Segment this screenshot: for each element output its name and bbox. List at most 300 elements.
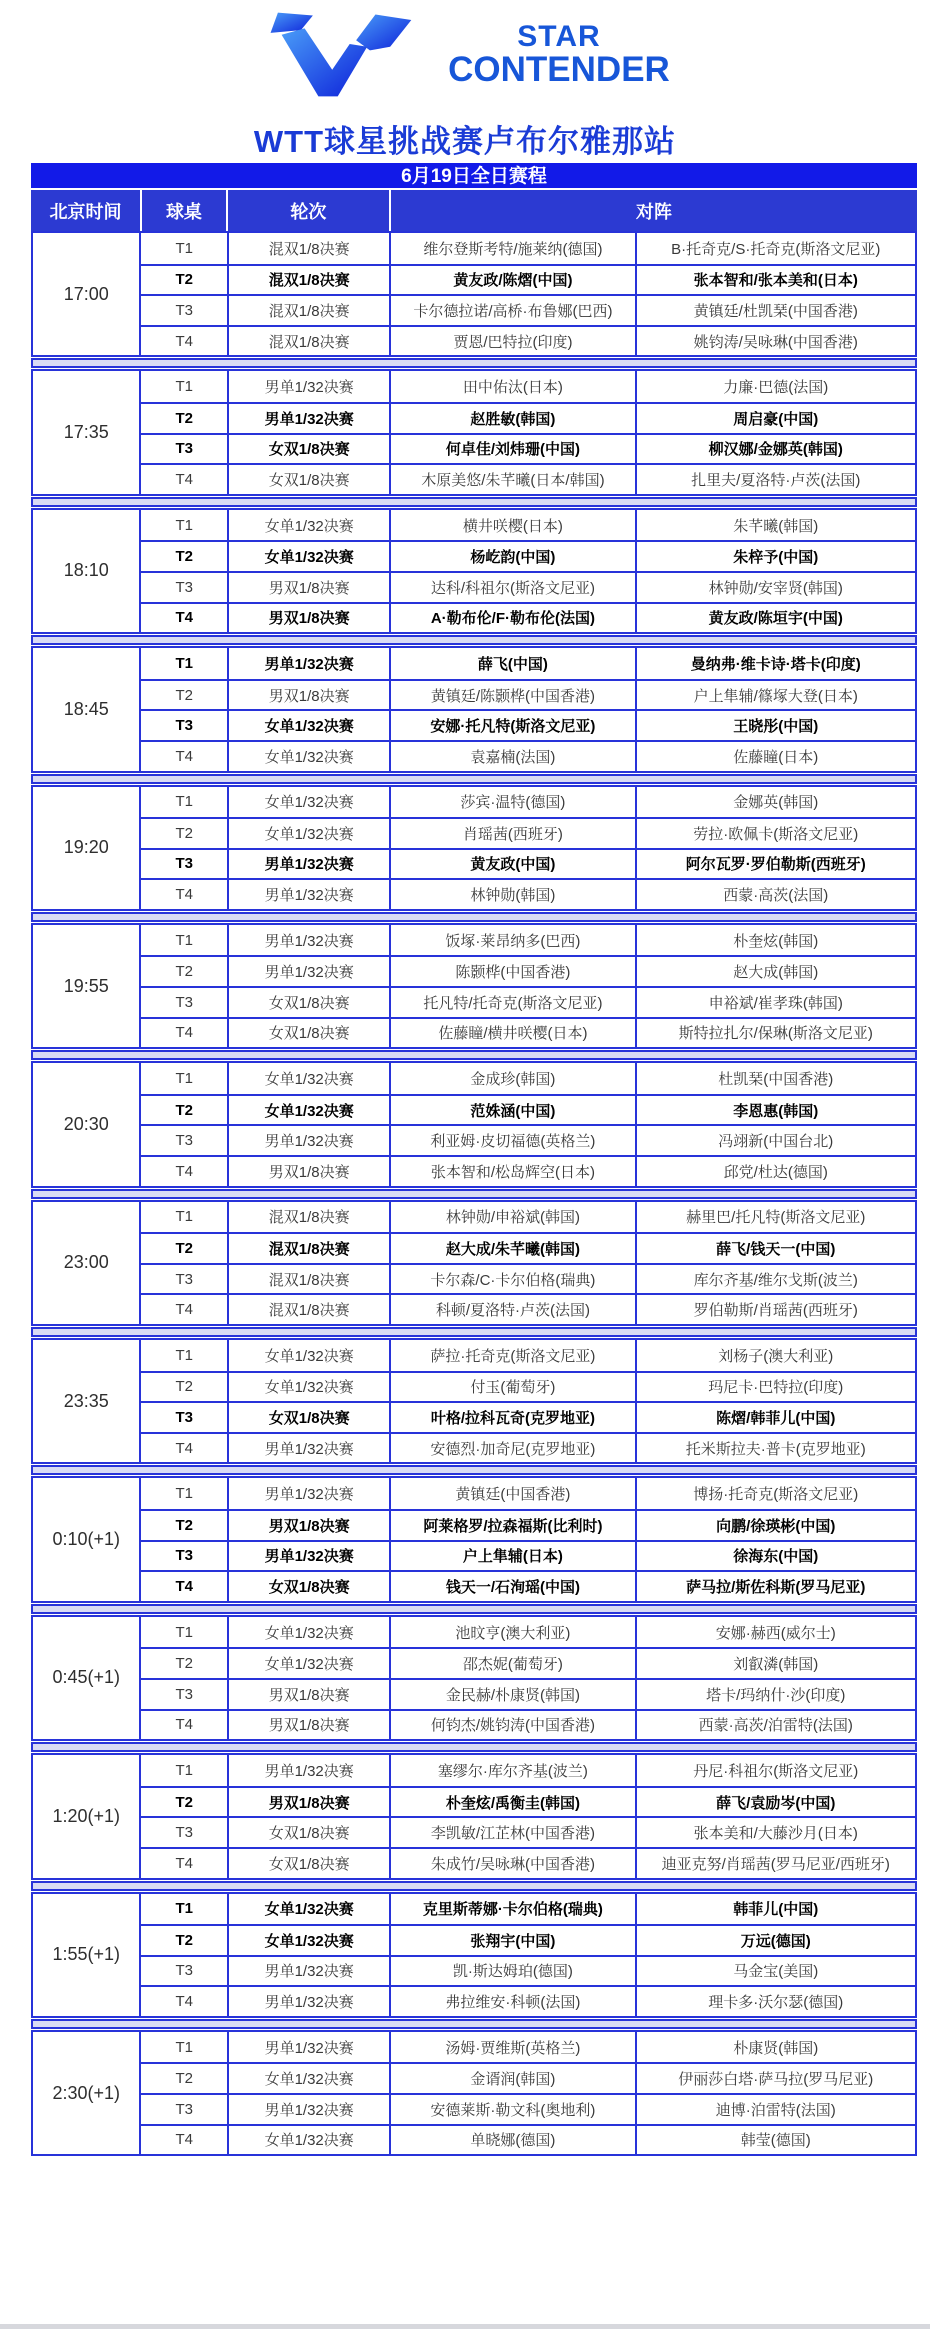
time-cell: 0:45(+1) xyxy=(33,1617,141,1739)
table-cell: T3 xyxy=(175,440,194,458)
player-left-cell: 横井咲樱(日本) xyxy=(389,510,634,541)
player-right-cell: 徐海东(中国) xyxy=(635,1542,915,1571)
match-row xyxy=(141,1540,915,1571)
player-right-cell: 曼纳弗·维卡诗·塔卡(印度) xyxy=(635,648,915,679)
round-cell: 女双1/8决赛 xyxy=(227,1849,389,1878)
player-left-cell: 张本智和/松岛辉空(日本) xyxy=(389,1157,634,1186)
block-separator xyxy=(31,1050,917,1060)
match-row xyxy=(141,1232,915,1263)
player-left-cell: 赵大成/朱芊曦(韩国) xyxy=(389,1234,634,1263)
table-cell: T2 xyxy=(175,1378,194,1396)
schedule-column-header xyxy=(31,190,917,231)
table-cell: T4 xyxy=(175,1162,194,1180)
match-row xyxy=(141,325,915,356)
time-block xyxy=(31,508,917,634)
table-cell: T3 xyxy=(175,1270,194,1288)
table-cell: T3 xyxy=(175,1547,194,1565)
table-cell: T3 xyxy=(175,855,194,873)
round-cell: 男双1/8决赛 xyxy=(227,1788,389,1817)
match-rows xyxy=(141,371,915,493)
table-cell: T2 xyxy=(175,1793,194,1811)
round-cell: 女单1/32决赛 xyxy=(227,711,389,740)
table-cell: T4 xyxy=(175,1577,194,1595)
player-left-cell: 陈颢桦(中国香港) xyxy=(389,957,634,986)
player-left-cell: 户上隼辅(日本) xyxy=(389,1542,634,1571)
table-cell: T3 xyxy=(175,1132,194,1150)
player-right-cell: 刘叡潾(韩国) xyxy=(635,1649,915,1678)
player-right-cell: 李恩惠(韩国) xyxy=(635,1096,915,1125)
match-rows xyxy=(141,1478,915,1600)
block-separator xyxy=(31,1189,917,1199)
player-left-cell: 阿莱格罗/拉森福斯(比利时) xyxy=(389,1511,634,1540)
player-left-cell: 何钧杰/姚钧涛(中国香港) xyxy=(389,1711,634,1740)
round-cell: 女单1/32决赛 xyxy=(227,2126,389,2155)
player-right-cell: 冯翊新(中国台北) xyxy=(635,1126,915,1155)
match-row xyxy=(141,294,915,325)
time-block xyxy=(31,1476,917,1602)
player-right-cell: 塔卡/玛纳什·沙(印度) xyxy=(635,1680,915,1709)
table-cell: T2 xyxy=(175,1240,194,1258)
player-left-cell: 林钟勋(韩国) xyxy=(389,880,634,909)
table-cell: T3 xyxy=(175,1685,194,1703)
player-left-cell: 范姝涵(中国) xyxy=(389,1096,634,1125)
logo-arrowhead-right xyxy=(356,15,411,51)
table-cell: T1 xyxy=(175,793,194,811)
player-right-cell: 丹尼·科祖尔(斯洛文尼亚) xyxy=(635,1755,915,1786)
block-separator xyxy=(31,2019,917,2029)
player-right-cell: 博扬·托奇克(斯洛文尼亚) xyxy=(635,1478,915,1509)
time-cell: 23:35 xyxy=(33,1340,141,1462)
round-cell: 男双1/8决赛 xyxy=(227,1511,389,1540)
player-left-cell: 肖瑶茜(西班牙) xyxy=(389,819,634,848)
match-row xyxy=(141,1340,915,1371)
schedule-table xyxy=(31,163,917,2156)
block-separator xyxy=(31,1465,917,1475)
player-right-cell: 库尔齐基/维尔戈斯(波兰) xyxy=(635,1265,915,1294)
match-row xyxy=(141,1124,915,1155)
time-block xyxy=(31,1061,917,1187)
match-rows xyxy=(141,1340,915,1462)
player-left-cell: 林钟勋/申裕斌(韩国) xyxy=(389,1202,634,1233)
match-row xyxy=(141,1570,915,1601)
table-cell: T2 xyxy=(175,2070,194,2088)
round-cell: 男单1/32决赛 xyxy=(227,1755,389,1786)
logo-wordmark xyxy=(448,19,670,90)
round-cell: 男单1/32决赛 xyxy=(227,371,389,402)
table-cell: T3 xyxy=(175,1962,194,1980)
round-cell: 女单1/32决赛 xyxy=(227,1617,389,1648)
match-row xyxy=(141,848,915,879)
table-cell: T1 xyxy=(175,516,194,534)
logo-contender-text: CONTENDER xyxy=(448,50,670,90)
player-right-cell: 理卡多·沃尔瑟(德国) xyxy=(635,1987,915,2016)
col-header-round: 轮次 xyxy=(226,190,389,231)
match-rows xyxy=(141,1617,915,1739)
block-separator xyxy=(31,497,917,507)
round-cell: 男单1/32决赛 xyxy=(227,880,389,909)
round-cell: 女单1/32决赛 xyxy=(227,1649,389,1678)
table-cell: T4 xyxy=(175,1024,194,1042)
time-cell: 19:55 xyxy=(33,925,141,1047)
player-right-cell: 迪博·泊雷特(法国) xyxy=(635,2095,915,2124)
block-separator xyxy=(31,635,917,645)
round-cell: 女单1/32决赛 xyxy=(227,2064,389,2093)
round-cell: 女单1/32决赛 xyxy=(227,542,389,571)
table-cell: T4 xyxy=(175,1716,194,1734)
player-right-cell: 玛尼卡·巴特拉(印度) xyxy=(635,1373,915,1402)
table-cell: T2 xyxy=(175,686,194,704)
round-cell: 女单1/32决赛 xyxy=(227,742,389,771)
table-cell: T1 xyxy=(175,1623,194,1641)
table-cell: T3 xyxy=(175,993,194,1011)
player-right-cell: 张本智和/张本美和(日本) xyxy=(635,266,915,295)
match-row xyxy=(141,878,915,909)
round-cell: 混双1/8决赛 xyxy=(227,296,389,325)
table-cell: T3 xyxy=(175,578,194,596)
round-cell: 男单1/32决赛 xyxy=(227,1434,389,1463)
table-cell: T2 xyxy=(175,1655,194,1673)
time-cell: 0:10(+1) xyxy=(33,1478,141,1600)
logo-arrowhead-left xyxy=(271,13,313,33)
time-cell: 17:35 xyxy=(33,371,141,493)
round-cell: 男双1/8决赛 xyxy=(227,681,389,710)
player-left-cell: 金谞润(韩国) xyxy=(389,2064,634,2093)
player-left-cell: 维尔登斯考特/施莱纳(德国) xyxy=(389,233,634,264)
round-cell: 女单1/32决赛 xyxy=(227,1096,389,1125)
time-cell: 1:20(+1) xyxy=(33,1755,141,1877)
player-left-cell: 朱成竹/吴咏琳(中国香港) xyxy=(389,1849,634,1878)
player-left-cell: 饭塚·莱昂纳多(巴西) xyxy=(389,925,634,956)
round-cell: 男单1/32决赛 xyxy=(227,648,389,679)
table-cell: T2 xyxy=(175,1101,194,1119)
block-separator xyxy=(31,774,917,784)
brand-header xyxy=(0,0,930,102)
player-right-cell: 黄友政/陈垣宇(中国) xyxy=(635,604,915,633)
player-right-cell: 陈熠/韩菲儿(中国) xyxy=(635,1403,915,1432)
time-block xyxy=(31,2030,917,2156)
player-left-cell: 黄友政/陈熠(中国) xyxy=(389,266,634,295)
table-cell: T2 xyxy=(175,271,194,289)
player-right-cell: 迪亚克努/肖瑶茜(罗马尼亚/西班牙) xyxy=(635,1849,915,1878)
player-right-cell: 朱芊曦(韩国) xyxy=(635,510,915,541)
table-cell: T1 xyxy=(175,1485,194,1503)
player-right-cell: 王晓彤(中国) xyxy=(635,711,915,740)
time-cell: 2:30(+1) xyxy=(33,2032,141,2154)
round-cell: 女单1/32决赛 xyxy=(227,1373,389,1402)
match-row xyxy=(141,1263,915,1294)
round-cell: 男双1/8决赛 xyxy=(227,1157,389,1186)
match-row xyxy=(141,1894,915,1925)
player-right-cell: 金娜英(韩国) xyxy=(635,787,915,818)
player-right-cell: B·托奇克/S·托奇克(斯洛文尼亚) xyxy=(635,233,915,264)
player-left-cell: 付玉(葡萄牙) xyxy=(389,1373,634,1402)
match-row xyxy=(141,2124,915,2155)
player-left-cell: 薛飞(中国) xyxy=(389,648,634,679)
table-cell: T3 xyxy=(175,2100,194,2118)
bottom-strip xyxy=(0,2324,930,2329)
player-left-cell: 钱天一/石洵瑶(中国) xyxy=(389,1572,634,1601)
round-cell: 女双1/8决赛 xyxy=(227,1572,389,1601)
match-row xyxy=(141,1617,915,1648)
player-left-cell: 金民赫/朴康贤(韩国) xyxy=(389,1680,634,1709)
player-left-cell: 克里斯蒂娜·卡尔伯格(瑞典) xyxy=(389,1894,634,1925)
player-left-cell: 袁嘉楠(法国) xyxy=(389,742,634,771)
round-cell: 男单1/32决赛 xyxy=(227,925,389,956)
match-rows xyxy=(141,1755,915,1877)
player-left-cell: 邵杰妮(葡萄牙) xyxy=(389,1649,634,1678)
table-cell: T1 xyxy=(175,2038,194,2056)
player-left-cell: 汤姆·贾维斯(英格兰) xyxy=(389,2032,634,2063)
event-title: WTT球星挑战赛卢布尔雅那站 xyxy=(253,124,677,159)
time-cell: 18:10 xyxy=(33,510,141,632)
table-cell: T4 xyxy=(175,1854,194,1872)
round-cell: 女双1/8决赛 xyxy=(227,1403,389,1432)
player-right-cell: 户上隼辅/篠塚大登(日本) xyxy=(635,681,915,710)
time-block xyxy=(31,231,917,357)
time-block xyxy=(31,1338,917,1464)
match-rows xyxy=(141,233,915,355)
round-cell: 男单1/32决赛 xyxy=(227,2032,389,2063)
player-right-cell: 薛飞/袁励岑(中国) xyxy=(635,1788,915,1817)
player-left-cell: 塞缪尔·库尔齐基(波兰) xyxy=(389,1755,634,1786)
player-left-cell: 田中佑汰(日本) xyxy=(389,371,634,402)
player-left-cell: 弗拉维安·科顿(法国) xyxy=(389,1987,634,2016)
table-cell: T4 xyxy=(175,332,194,350)
player-right-cell: 安娜·赫西(威尔士) xyxy=(635,1617,915,1648)
player-right-cell: 斯特拉扎尔/保琳(斯洛文尼亚) xyxy=(635,1019,915,1048)
match-row xyxy=(141,2093,915,2124)
player-right-cell: 佐藤瞳(日本) xyxy=(635,742,915,771)
match-rows xyxy=(141,1063,915,1185)
table-cell: T4 xyxy=(175,1301,194,1319)
player-right-cell: 力廉·巴德(法国) xyxy=(635,371,915,402)
player-left-cell: 黄镇廷/陈颢桦(中国香港) xyxy=(389,681,634,710)
logo-star-text: STAR xyxy=(517,19,601,53)
round-cell: 男单1/32决赛 xyxy=(227,2095,389,2124)
match-row xyxy=(141,264,915,295)
round-cell: 男双1/8决赛 xyxy=(227,1680,389,1709)
player-right-cell: 朴康贤(韩国) xyxy=(635,2032,915,2063)
match-row xyxy=(141,1509,915,1540)
player-left-cell: 凯·斯达姆珀(德国) xyxy=(389,1957,634,1986)
player-right-cell: 朱梓予(中国) xyxy=(635,542,915,571)
player-left-cell: 佐藤瞳/横井咲樱(日本) xyxy=(389,1019,634,1048)
time-block xyxy=(31,1753,917,1879)
round-cell: 混双1/8决赛 xyxy=(227,327,389,356)
col-header-table: 球桌 xyxy=(140,190,226,231)
table-cell: T2 xyxy=(175,1516,194,1534)
schedule-date-title: 6月19日全日赛程 xyxy=(31,163,917,190)
player-right-cell: 赫里巴/托凡特(斯洛文尼亚) xyxy=(635,1202,915,1233)
match-row xyxy=(141,1371,915,1402)
player-right-cell: 韩莹(德国) xyxy=(635,2126,915,2155)
table-cell: T4 xyxy=(175,1993,194,2011)
player-right-cell: 赵大成(韩国) xyxy=(635,957,915,986)
match-row xyxy=(141,1432,915,1463)
col-header-matchup: 对阵 xyxy=(389,190,917,231)
table-cell: T3 xyxy=(175,1824,194,1842)
player-right-cell: 伊丽莎白塔·萨马拉(罗马尼亚) xyxy=(635,2064,915,2093)
table-cell: T4 xyxy=(175,747,194,765)
table-cell: T1 xyxy=(175,1208,194,1226)
round-cell: 混双1/8决赛 xyxy=(227,1202,389,1233)
player-right-cell: 万远(德国) xyxy=(635,1926,915,1955)
player-right-cell: 托米斯拉夫·普卡(克罗地亚) xyxy=(635,1434,915,1463)
match-row xyxy=(141,1293,915,1324)
player-left-cell: 贾恩/巴特拉(印度) xyxy=(389,327,634,356)
round-cell: 女双1/8决赛 xyxy=(227,435,389,464)
match-row xyxy=(141,433,915,464)
time-cell: 20:30 xyxy=(33,1063,141,1185)
match-row xyxy=(141,925,915,956)
player-right-cell: 扎里夫/夏洛特·卢茨(法国) xyxy=(635,465,915,494)
round-cell: 女双1/8决赛 xyxy=(227,988,389,1017)
player-right-cell: 萨马拉/斯佐科斯(罗马尼亚) xyxy=(635,1572,915,1601)
match-row xyxy=(141,233,915,264)
match-row xyxy=(141,1816,915,1847)
player-left-cell: 赵胜敏(韩国) xyxy=(389,404,634,433)
match-row xyxy=(141,1647,915,1678)
round-cell: 女双1/8决赛 xyxy=(227,465,389,494)
round-cell: 混双1/8决赛 xyxy=(227,1295,389,1324)
round-cell: 女单1/32决赛 xyxy=(227,819,389,848)
match-row xyxy=(141,1847,915,1878)
match-row xyxy=(141,2032,915,2063)
table-cell: T1 xyxy=(175,931,194,949)
player-right-cell: 姚钧涛/吴咏琳(中国香港) xyxy=(635,327,915,356)
table-cell: T2 xyxy=(175,963,194,981)
match-row xyxy=(141,540,915,571)
block-separator xyxy=(31,1742,917,1752)
player-left-cell: 叶格/拉科瓦奇(克罗地亚) xyxy=(389,1403,634,1432)
table-cell: T1 xyxy=(175,378,194,396)
player-right-cell: 劳拉·欧佩卡(斯洛文尼亚) xyxy=(635,819,915,848)
schedule-blocks xyxy=(31,231,917,2156)
block-separator xyxy=(31,1881,917,1891)
round-cell: 男单1/32决赛 xyxy=(227,850,389,879)
player-right-cell: 黄镇廷/杜凯琹(中国香港) xyxy=(635,296,915,325)
player-left-cell: 单晓娜(德国) xyxy=(389,2126,634,2155)
table-cell: T3 xyxy=(175,717,194,735)
player-right-cell: 西蒙·高茨(法国) xyxy=(635,880,915,909)
match-row xyxy=(141,955,915,986)
match-row xyxy=(141,740,915,771)
match-rows xyxy=(141,787,915,909)
round-cell: 女单1/32决赛 xyxy=(227,1894,389,1925)
round-cell: 男双1/8决赛 xyxy=(227,604,389,633)
wtt-logo-icon xyxy=(260,9,432,101)
player-left-cell: 科顿/夏洛特·卢茨(法国) xyxy=(389,1295,634,1324)
round-cell: 男双1/8决赛 xyxy=(227,1711,389,1740)
player-left-cell: 达科/科祖尔(斯洛文尼亚) xyxy=(389,573,634,602)
player-right-cell: 阿尔瓦罗·罗伯勒斯(西班牙) xyxy=(635,850,915,879)
table-cell: T1 xyxy=(175,1761,194,1779)
player-right-cell: 林钟勋/安宰贤(韩国) xyxy=(635,573,915,602)
player-right-cell: 韩菲儿(中国) xyxy=(635,1894,915,1925)
player-right-cell: 杜凯琹(中国香港) xyxy=(635,1063,915,1094)
player-right-cell: 罗伯勒斯/肖瑶茜(西班牙) xyxy=(635,1295,915,1324)
match-rows xyxy=(141,510,915,632)
match-row xyxy=(141,709,915,740)
player-right-cell: 西蒙·高茨/泊雷特(法国) xyxy=(635,1711,915,1740)
time-cell: 1:55(+1) xyxy=(33,1894,141,2016)
table-cell: T3 xyxy=(175,1408,194,1426)
round-cell: 男单1/32决赛 xyxy=(227,1478,389,1509)
round-cell: 男单1/32决赛 xyxy=(227,404,389,433)
player-right-cell: 申裕斌/崔孝珠(韩国) xyxy=(635,988,915,1017)
round-cell: 女双1/8决赛 xyxy=(227,1818,389,1847)
round-cell: 男单1/32决赛 xyxy=(227,1542,389,1571)
match-row xyxy=(141,1478,915,1509)
match-row xyxy=(141,986,915,1017)
table-cell: T1 xyxy=(175,1070,194,1088)
match-row xyxy=(141,1678,915,1709)
player-left-cell: 萨拉·托奇克(斯洛文尼亚) xyxy=(389,1340,634,1371)
match-row xyxy=(141,1709,915,1740)
player-right-cell: 柳汉娜/金娜英(韩国) xyxy=(635,435,915,464)
round-cell: 女单1/32决赛 xyxy=(227,1063,389,1094)
time-block xyxy=(31,923,917,1049)
time-block xyxy=(31,1615,917,1741)
table-cell: T4 xyxy=(175,2131,194,2149)
match-row xyxy=(141,571,915,602)
round-cell: 混双1/8决赛 xyxy=(227,1265,389,1294)
block-separator xyxy=(31,358,917,368)
match-row xyxy=(141,1985,915,2016)
table-cell: T1 xyxy=(175,654,194,672)
table-cell: T1 xyxy=(175,239,194,257)
player-right-cell: 马金宝(美国) xyxy=(635,1957,915,1986)
player-left-cell: 莎宾·温特(德国) xyxy=(389,787,634,818)
player-left-cell: 金成珍(韩国) xyxy=(389,1063,634,1094)
player-right-cell: 向鹏/徐瑛彬(中国) xyxy=(635,1511,915,1540)
match-row xyxy=(141,1202,915,1233)
table-cell: T4 xyxy=(175,470,194,488)
match-row xyxy=(141,1094,915,1125)
match-row xyxy=(141,817,915,848)
round-cell: 女单1/32决赛 xyxy=(227,510,389,541)
table-cell: T2 xyxy=(175,548,194,566)
player-right-cell: 薛飞/钱天一(中国) xyxy=(635,1234,915,1263)
block-separator xyxy=(31,1327,917,1337)
match-row xyxy=(141,1955,915,1986)
match-row xyxy=(141,1155,915,1186)
time-cell: 19:20 xyxy=(33,787,141,909)
player-left-cell: 杨屹韵(中国) xyxy=(389,542,634,571)
player-left-cell: 卡尔德拉诺/高桥·布鲁娜(巴西) xyxy=(389,296,634,325)
round-cell: 男单1/32决赛 xyxy=(227,1987,389,2016)
block-separator xyxy=(31,1604,917,1614)
round-cell: 混双1/8决赛 xyxy=(227,233,389,264)
player-left-cell: 利亚姆·皮切福德(英格兰) xyxy=(389,1126,634,1155)
match-row xyxy=(141,1924,915,1955)
player-left-cell: 卡尔森/C·卡尔伯格(瑞典) xyxy=(389,1265,634,1294)
player-left-cell: 黄友政(中国) xyxy=(389,850,634,879)
round-cell: 混双1/8决赛 xyxy=(227,266,389,295)
time-block xyxy=(31,1892,917,2018)
player-right-cell: 邱党/杜达(德国) xyxy=(635,1157,915,1186)
col-header-time: 北京时间 xyxy=(49,201,122,222)
table-cell: T1 xyxy=(175,1900,194,1918)
player-right-cell: 张本美和/大藤沙月(日本) xyxy=(635,1818,915,1847)
match-row xyxy=(141,371,915,402)
round-cell: 女双1/8决赛 xyxy=(227,1019,389,1048)
round-cell: 男单1/32决赛 xyxy=(227,957,389,986)
time-block xyxy=(31,369,917,495)
match-row xyxy=(141,1401,915,1432)
match-rows xyxy=(141,2032,915,2154)
time-block xyxy=(31,785,917,911)
